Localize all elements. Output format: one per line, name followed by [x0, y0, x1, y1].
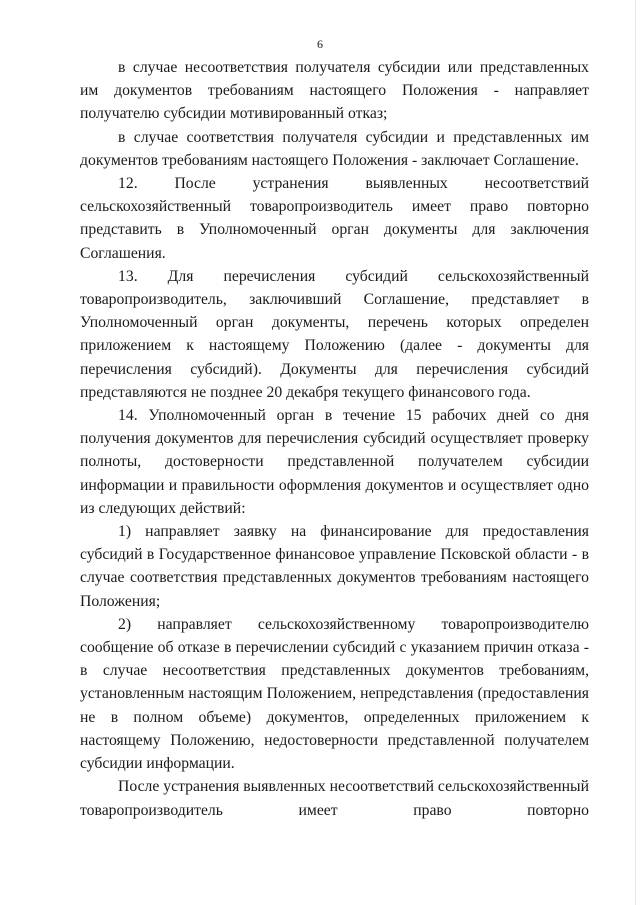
- paragraph-after-correction: После устранения выявленных несоответствий сельскохозяйственный товаропроизводитель имеет право повторно: [80, 778, 589, 819]
- paragraph-subitem-1: 1) направляет заявку на финансирование для предоставления субсидий в Государственное финансовое управление Псковской области - в случае соответствия представленных документов требованиям настоящего Положения;: [80, 523, 589, 610]
- document-body: [80, 56, 589, 822]
- paragraph-item-14: 14. Уполномоченный орган в течение 15 рабочих дней со дня получения документов для перечисления субсидий осуществляет проверку полноты, достоверности представленной получателем субсидии информации и правильности оформления документов и осуществляет одно из следующих действий:: [80, 407, 589, 517]
- paragraph-agreement: в случае соответствия получателя субсидии и представленных им документов требованиям настоящего Положения - заключает Соглашение.: [80, 128, 589, 169]
- paragraph-refusal: в случае несоответствия получателя субсидии или представленных им документов требованиям настоящего Положения - направляет получателю субсидии мотивированный отказ;: [80, 59, 589, 123]
- paragraph-item-13: 13. Для перечисления субсидий сельскохозяйственный товаропроизводитель, заключивший Соглашение, представляет в Уполномоченный орган документы, перечень которых определен приложением к настоящему Положению (далее - документы для перечисления субсидий). Документы для перечисления субсидий представляются не позднее 20 декабря текущего финансового года.: [80, 267, 589, 401]
- page-edge-line: [635, 0, 636, 905]
- paragraph-subitem-2: 2) направляет сельскохозяйственному товаропроизводителю сообщение об отказе в перечислении субсидий с указанием причин отказа - в случае несоответствия представленных документов требованиям, установленным настоящим Положением, непредставления (предоставления не в полном объеме) документов, определенных приложением к настоящему Положению, недостоверности представленной получателем субсидии информации.: [80, 615, 589, 773]
- paragraph-item-12: 12. После устранения выявленных несоответствий сельскохозяйственный товаропроизводитель имеет право повторно представить в Уполномоченный орган документы для заключения Соглашения.: [80, 175, 589, 262]
- page-number: 6: [317, 37, 323, 51]
